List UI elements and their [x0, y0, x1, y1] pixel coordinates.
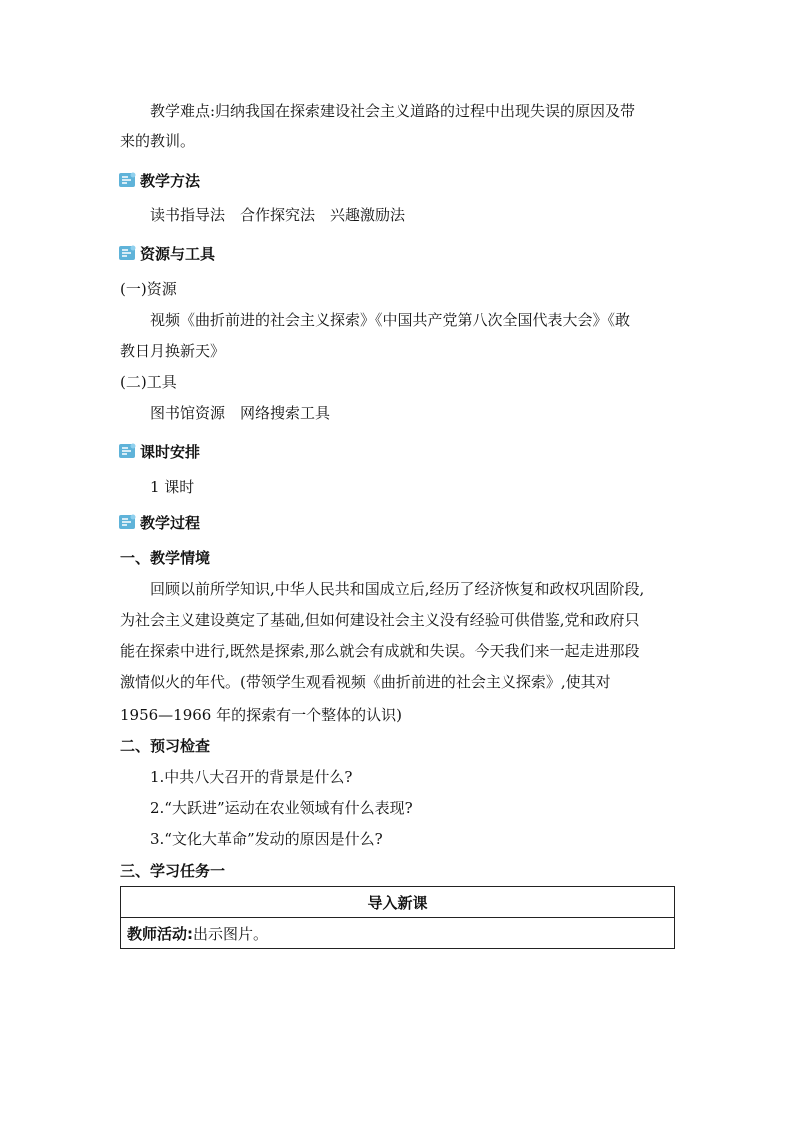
resources-subheading-1: (一)资源 — [120, 280, 177, 298]
section-marker-icon — [119, 514, 137, 530]
part2-title: 二、预习检查 — [120, 737, 211, 755]
part2-question: 3.“文化大革命”发动的原因是什么? — [150, 830, 383, 848]
teacher-activity-text: 出示图片。 — [193, 924, 269, 943]
part1-paragraph-line: 为社会主义建设奠定了基础,但如何建设社会主义没有经验可供借鉴,党和政府只 — [120, 611, 640, 629]
resources-videos-line-2: 教日月换新天》 — [120, 342, 226, 360]
section-title-schedule: 课时安排 — [140, 442, 201, 461]
part1-paragraph-line: 能在探索中进行,既然是探索,那么就会有成就和失误。今天我们来一起走进那段 — [120, 642, 640, 660]
part2-question: 1.中共八大召开的背景是什么? — [150, 768, 353, 786]
table-row — [121, 918, 675, 949]
section-heading-process — [119, 511, 200, 533]
part1-paragraph-line: 激情似火的年代。(带领学生观看视频《曲折前进的社会主义探索》,使其对 — [120, 673, 611, 691]
teacher-activity-label: 教师活动: — [127, 924, 193, 943]
part1-paragraph-line: 回顾以前所学知识,中华人民共和国成立后,经历了经济恢复和政权巩固阶段, — [150, 580, 645, 598]
section-heading-schedule — [119, 440, 200, 462]
section-marker-icon — [119, 172, 137, 188]
table-cell-teacher-activity — [121, 918, 675, 949]
part1-title: 一、教学情境 — [120, 549, 211, 567]
resources-subheading-2: (二)工具 — [120, 373, 177, 391]
section-title-process: 教学过程 — [140, 513, 201, 532]
section-marker-icon — [119, 443, 137, 459]
schedule-text: 1 课时 — [150, 478, 195, 496]
part1-paragraph-line: 1956—1966 年的探索有一个整体的认识) — [120, 706, 402, 724]
section-title-methods: 教学方法 — [140, 171, 201, 190]
task-table — [120, 886, 675, 949]
table-row — [121, 887, 675, 918]
resources-videos-line-1: 视频《曲折前进的社会主义探索》《中国共产党第八次全国代表大会》《敢 — [150, 311, 631, 329]
difficulty-line-2: 来的教训。 — [120, 132, 196, 150]
part3-title: 三、学习任务一 — [120, 862, 226, 880]
section-heading-methods — [119, 169, 200, 191]
section-heading-resources — [119, 242, 215, 264]
section-title-resources: 资源与工具 — [140, 244, 216, 263]
difficulty-line-1: 教学难点:归纳我国在探索建设社会主义道路的过程中出现失误的原因及带 — [150, 102, 636, 120]
part2-question: 2.“大跃进”运动在农业领域有什么表现? — [150, 799, 413, 817]
table-header-cell: 导入新课 — [121, 887, 675, 918]
section-marker-icon — [119, 245, 137, 261]
resources-tools: 图书馆资源 网络搜索工具 — [150, 404, 331, 422]
methods-text: 读书指导法 合作探究法 兴趣激励法 — [150, 206, 406, 224]
